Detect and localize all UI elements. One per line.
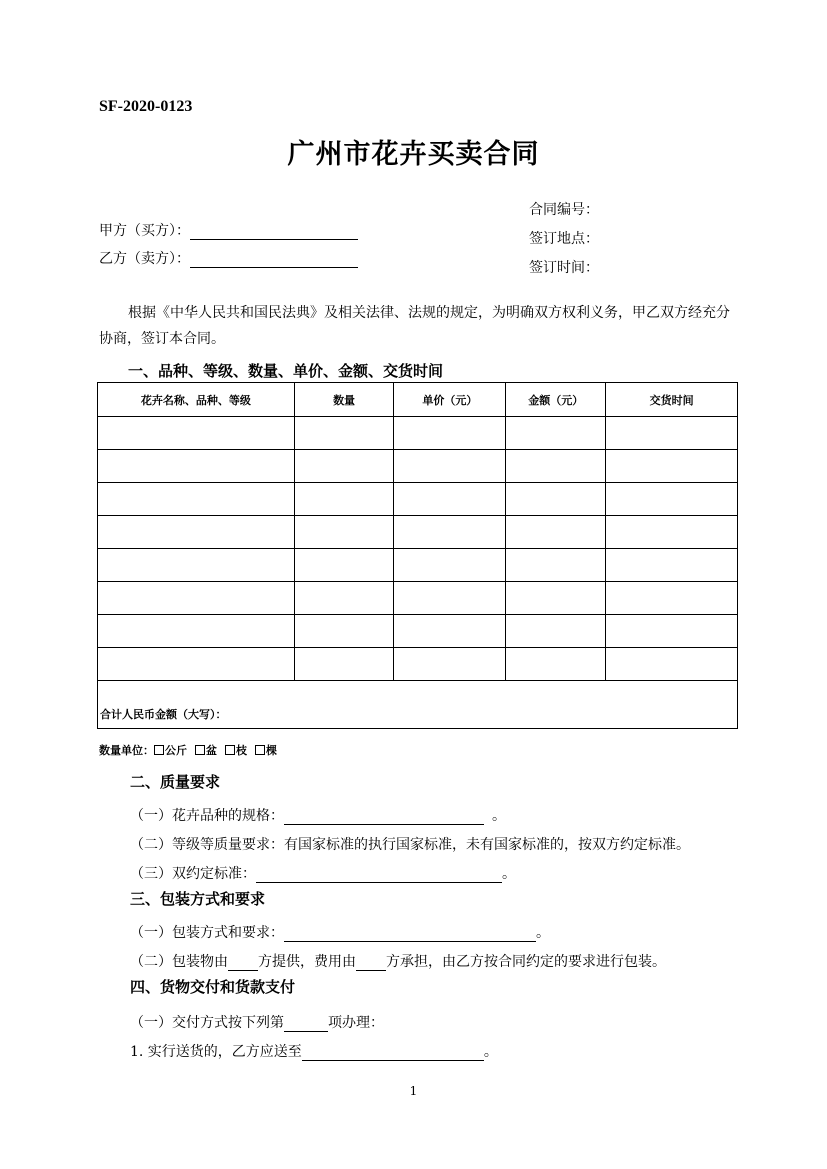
table-cell[interactable]: [394, 615, 506, 648]
table-cell[interactable]: [294, 549, 394, 582]
agreed-standard-blank[interactable]: [256, 868, 502, 883]
unit-option-label: 公斤: [165, 744, 187, 757]
unit-option-label: 盆: [206, 744, 217, 757]
packing-rest-text: 方承担，由乙方按合同约定的要求进行包装。: [386, 954, 666, 970]
delivery-method-blank[interactable]: [284, 1017, 328, 1032]
table-cell[interactable]: [98, 417, 295, 450]
table-cell[interactable]: [506, 648, 606, 681]
period: 。: [536, 925, 550, 941]
buyer-blank[interactable]: [190, 225, 358, 240]
table-cell[interactable]: [294, 648, 394, 681]
spec-label: （一）花卉品种的规格：: [130, 808, 284, 824]
total-amount-cell[interactable]: 合计人民币金额（大写）：: [98, 681, 738, 729]
packing-cost-text: 方提供，费用由: [258, 954, 356, 970]
column-header: 单价（元）: [394, 383, 506, 417]
table-cell[interactable]: [506, 450, 606, 483]
delivery-destination-label: 1. 实行送货的，乙方应送至: [130, 1044, 302, 1060]
table-cell[interactable]: [394, 582, 506, 615]
section1-heading: 一、品种、等级、数量、单价、金额、交货时间: [128, 362, 444, 380]
table-row: [98, 648, 738, 681]
table-cell[interactable]: [98, 483, 295, 516]
period: 。: [492, 808, 506, 824]
table-row: [98, 615, 738, 648]
column-header: 金额（元）: [506, 383, 606, 417]
table-row: [98, 516, 738, 549]
table-row: [98, 450, 738, 483]
unit-option-label: 枝: [236, 744, 247, 757]
document-title: 广州市花卉买卖合同: [287, 139, 540, 170]
table-cell[interactable]: [394, 648, 506, 681]
table-cell[interactable]: [394, 417, 506, 450]
table-cell[interactable]: [606, 417, 738, 450]
packing-provider-text: （二）包装物由: [130, 954, 228, 970]
table-cell[interactable]: [506, 516, 606, 549]
table-cell[interactable]: [394, 450, 506, 483]
table-cell[interactable]: [394, 516, 506, 549]
column-header: 交货时间: [606, 383, 738, 417]
table-cell[interactable]: [98, 648, 295, 681]
packing-label: （一）包装方式和要求：: [130, 925, 284, 941]
table-header-row: [98, 383, 738, 417]
table-cell[interactable]: [294, 417, 394, 450]
column-header: 花卉名称、品种、等级: [98, 383, 295, 417]
table-cell[interactable]: [98, 582, 295, 615]
unit-checkbox-stem[interactable]: [225, 745, 235, 755]
table-cell[interactable]: [294, 582, 394, 615]
table-cell[interactable]: [506, 417, 606, 450]
packing-cost-blank[interactable]: [356, 956, 386, 971]
table-row: [98, 483, 738, 516]
time-label: 签订时间：: [529, 260, 599, 276]
unit-checkbox-kg[interactable]: [154, 745, 164, 755]
quantity-units: [99, 742, 277, 758]
packing-provider-blank[interactable]: [228, 956, 258, 971]
table-cell[interactable]: [606, 450, 738, 483]
unit-checkbox-pot[interactable]: [195, 745, 205, 755]
table-row: [98, 417, 738, 450]
period: 。: [502, 866, 516, 882]
goods-table: [97, 382, 738, 729]
buyer-field: [99, 220, 358, 240]
section2-item2: （二）等级等质量要求：有国家标准的执行国家标准，未有国家标准的，按双方约定标准。: [130, 837, 690, 853]
section3-item1: [130, 922, 550, 942]
page-number: 1: [409, 1084, 418, 1098]
total-row: [98, 681, 738, 729]
table-cell[interactable]: [98, 516, 295, 549]
table-cell[interactable]: [506, 615, 606, 648]
table-cell[interactable]: [98, 450, 295, 483]
table-cell[interactable]: [98, 615, 295, 648]
table-row: [98, 549, 738, 582]
column-header: 数量: [294, 383, 394, 417]
contract-code: SF-2020-0123: [99, 98, 193, 115]
unit-option-label: 棵: [266, 744, 277, 757]
preamble-paragraph: 根据《中华人民共和国民法典》及相关法律、法规的规定，为明确双方权利义务，甲乙双方经充分协商，签订本合同。: [99, 305, 730, 347]
section2-heading: 二、质量要求: [130, 773, 221, 791]
table-cell[interactable]: [606, 582, 738, 615]
packing-blank[interactable]: [284, 927, 536, 942]
section4-heading: 四、货物交付和货款支付: [130, 978, 296, 996]
table-cell[interactable]: [506, 582, 606, 615]
agreed-standard-label: （三）双约定标准：: [130, 866, 256, 882]
table-cell[interactable]: [294, 516, 394, 549]
section2-item3: [130, 863, 516, 883]
units-label: 数量单位：: [99, 744, 154, 757]
spec-blank[interactable]: [284, 810, 484, 825]
table-row: [98, 582, 738, 615]
unit-checkbox-plant[interactable]: [255, 745, 265, 755]
table-cell[interactable]: [294, 450, 394, 483]
section3-heading: 三、包装方式和要求: [130, 890, 266, 908]
section2-item1: [130, 805, 506, 825]
table-cell[interactable]: [98, 549, 295, 582]
table-cell[interactable]: [394, 483, 506, 516]
section3-item2: [130, 951, 666, 971]
table-cell[interactable]: [294, 483, 394, 516]
seller-blank[interactable]: [190, 253, 358, 268]
delivery-method-end: 项办理：: [328, 1015, 384, 1031]
seller-field: [99, 248, 358, 268]
table-cell[interactable]: [606, 549, 738, 582]
table-cell[interactable]: [294, 615, 394, 648]
table-cell[interactable]: [606, 516, 738, 549]
section4-item2: [130, 1041, 498, 1061]
seller-label: 乙方（卖方）：: [99, 251, 190, 267]
table-cell[interactable]: [506, 549, 606, 582]
table-cell[interactable]: [606, 648, 738, 681]
contract-no-label: 合同编号：: [529, 202, 599, 218]
table-cell[interactable]: [506, 483, 606, 516]
period: 。: [483, 1044, 498, 1060]
delivery-method-text: （一）交付方式按下列第: [130, 1015, 284, 1031]
section4-item1: [130, 1012, 384, 1032]
delivery-destination-blank[interactable]: [302, 1046, 484, 1061]
table-cell[interactable]: [606, 483, 738, 516]
place-label: 签订地点：: [529, 231, 599, 247]
table-cell[interactable]: [394, 549, 506, 582]
table-cell[interactable]: [606, 615, 738, 648]
buyer-label: 甲方（买方）：: [99, 223, 190, 239]
